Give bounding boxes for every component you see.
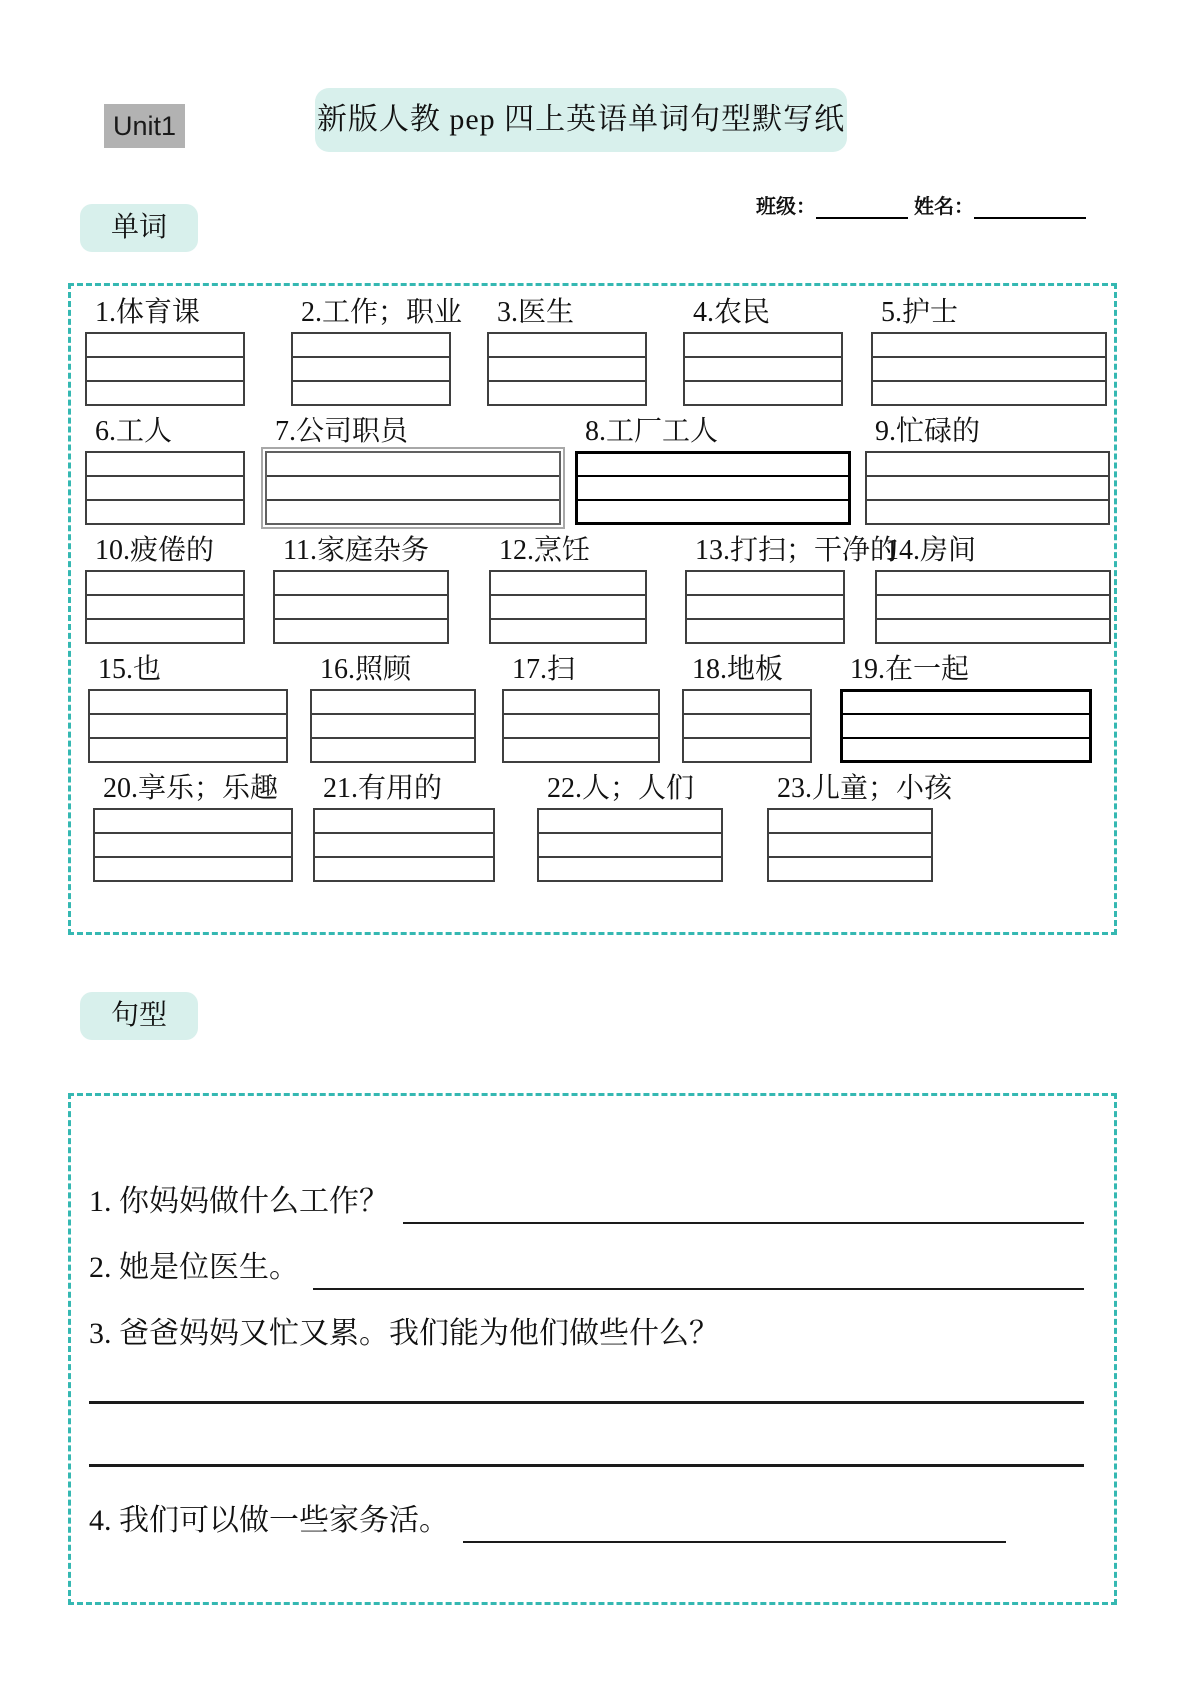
word-prompt: 11.家庭杂务	[283, 535, 429, 566]
word-writing-box[interactable]	[310, 689, 476, 763]
sentence-prompt: 1. 你妈妈做什么工作？	[89, 1185, 389, 1218]
word-entry-21	[313, 770, 495, 882]
word-entry-7	[265, 413, 561, 525]
word-entry-15	[88, 651, 288, 763]
word-prompt: 1.体育课	[95, 297, 201, 328]
word-prompt: 12.烹饪	[499, 535, 591, 566]
class-label: 班级：	[756, 196, 816, 218]
word-entry-12	[489, 532, 647, 644]
word-row-5	[71, 770, 1114, 882]
word-writing-box[interactable]	[685, 570, 845, 644]
word-prompt: 7.公司职员	[275, 416, 409, 447]
word-prompt: 2.工作；职业	[301, 297, 463, 328]
word-writing-box[interactable]	[502, 689, 660, 763]
answer-blank[interactable]	[313, 1288, 1084, 1290]
word-prompt: 19.在一起	[850, 654, 970, 685]
word-prompt: 23.儿童；小孩	[777, 773, 953, 804]
word-entry-19	[840, 651, 1092, 763]
sentences-area	[68, 1093, 1117, 1605]
unit-badge: Unit1	[104, 104, 185, 148]
word-writing-box[interactable]	[682, 689, 812, 763]
word-writing-box[interactable]	[265, 451, 561, 525]
word-prompt: 10.疲倦的	[95, 535, 215, 566]
words-grid	[68, 283, 1117, 935]
answer-blank[interactable]	[403, 1222, 1084, 1224]
word-writing-box[interactable]	[871, 332, 1107, 406]
word-entry-22	[537, 770, 723, 882]
word-writing-box[interactable]	[575, 451, 851, 525]
sentence-row-1	[89, 1176, 1084, 1224]
word-row-2	[71, 413, 1114, 525]
word-writing-box[interactable]	[85, 570, 245, 644]
word-entry-13	[685, 532, 899, 644]
word-prompt: 8.工厂工人	[585, 416, 719, 447]
sentence-prompt: 4. 我们可以做一些家务活。	[89, 1504, 449, 1537]
word-prompt: 22.人；人们	[547, 773, 695, 804]
word-writing-box[interactable]	[291, 332, 451, 406]
word-prompt: 21.有用的	[323, 773, 443, 804]
word-entry-10	[85, 532, 245, 644]
word-entry-14	[875, 532, 1111, 644]
word-writing-box[interactable]	[487, 332, 647, 406]
word-writing-box[interactable]	[88, 689, 288, 763]
word-writing-box[interactable]	[313, 808, 495, 882]
sentence-prompt: 3. 爸爸妈妈又忙又累。我们能为他们做些什么？	[89, 1317, 719, 1350]
word-prompt: 17.扫	[512, 654, 576, 685]
word-entry-20	[93, 770, 293, 882]
word-entry-3	[487, 294, 647, 406]
answer-line[interactable]	[89, 1464, 1084, 1467]
word-prompt: 3.医生	[497, 297, 575, 328]
word-writing-box[interactable]	[93, 808, 293, 882]
word-row-1	[71, 294, 1114, 406]
word-writing-box[interactable]	[767, 808, 933, 882]
word-prompt: 13.打扫；干净的	[695, 535, 899, 566]
page-title: 新版人教 pep 四上英语单词句型默写纸	[315, 88, 847, 152]
word-writing-box[interactable]	[865, 451, 1110, 525]
word-entry-23	[767, 770, 953, 882]
word-writing-box[interactable]	[537, 808, 723, 882]
word-entry-11	[273, 532, 449, 644]
word-entry-16	[310, 651, 476, 763]
word-entry-8	[575, 413, 851, 525]
word-prompt: 9.忙碌的	[875, 416, 981, 447]
word-prompt: 6.工人	[95, 416, 173, 447]
word-writing-box[interactable]	[840, 689, 1092, 763]
sentences-section-badge: 句型	[80, 992, 198, 1040]
name-input-blank[interactable]	[974, 195, 1086, 219]
word-prompt: 15.也	[98, 654, 162, 685]
word-entry-4	[683, 294, 843, 406]
word-writing-box[interactable]	[875, 570, 1111, 644]
word-prompt: 4.农民	[693, 297, 771, 328]
word-row-3	[71, 532, 1114, 644]
word-prompt: 20.享乐；乐趣	[103, 773, 279, 804]
word-writing-box[interactable]	[489, 570, 647, 644]
class-input-blank[interactable]	[816, 195, 908, 219]
sentence-row-2	[89, 1242, 1084, 1290]
word-entry-6	[85, 413, 245, 525]
word-row-4	[71, 651, 1114, 763]
word-writing-box[interactable]	[85, 332, 245, 406]
answer-line[interactable]	[89, 1401, 1084, 1404]
word-prompt: 5.护士	[881, 297, 959, 328]
words-section-badge: 单词	[80, 204, 198, 252]
answer-blank[interactable]	[463, 1541, 1006, 1543]
sentence-row-4	[89, 1495, 1084, 1543]
word-entry-17	[502, 651, 660, 763]
word-prompt: 18.地板	[692, 654, 784, 685]
word-entry-18	[682, 651, 812, 763]
student-info-line	[756, 190, 1086, 219]
word-entry-9	[865, 413, 1110, 525]
word-entry-2	[291, 294, 463, 406]
sentence-row-3	[89, 1308, 1084, 1356]
word-entry-1	[85, 294, 245, 406]
word-entry-5	[871, 294, 1107, 406]
word-writing-box[interactable]	[273, 570, 449, 644]
word-writing-box[interactable]	[85, 451, 245, 525]
sentence-prompt: 2. 她是位医生。	[89, 1251, 299, 1284]
word-prompt: 14.房间	[885, 535, 977, 566]
name-label: 姓名：	[914, 196, 974, 218]
word-writing-box[interactable]	[683, 332, 843, 406]
word-prompt: 16.照顾	[320, 654, 412, 685]
